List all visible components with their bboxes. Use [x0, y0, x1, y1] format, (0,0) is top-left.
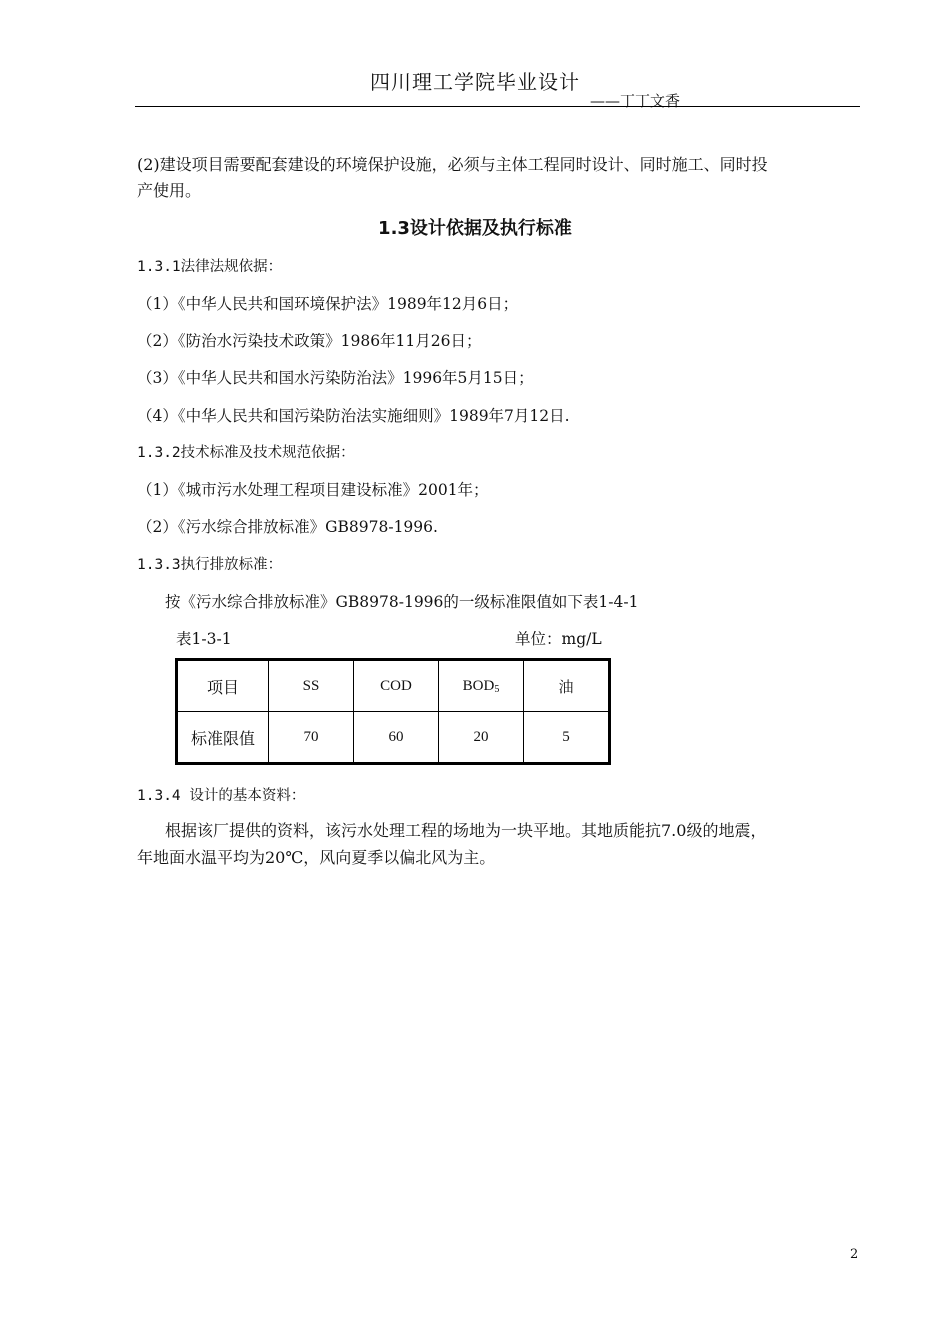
law-item-1: （1）《中华人民共和国环境保护法》1989年12月6日； [137, 295, 519, 313]
table-header-row [178, 661, 609, 712]
subsection-1-3-4-heading: 1.3.4 设计的基本资料： [137, 788, 306, 804]
standard-limits-table [177, 660, 609, 763]
table-cell: 70 [269, 712, 354, 763]
subsection-1-3-3-heading: 1.3.3执行排放标准： [137, 557, 283, 573]
page-number: 2 [850, 1247, 859, 1262]
intro-line-1: (2)建设项目需要配套建设的环境保护设施，必须与主体工程同时设计、同时施工、同时投 [137, 155, 768, 174]
law-item-2: （2）《防治水污染技术政策》1986年11月26日； [137, 332, 482, 350]
section-title: 1.3设计依据及执行标准 [378, 218, 572, 239]
table-caption: 表1-3-1 [176, 630, 232, 648]
table-header-cell: SS [269, 661, 354, 712]
table-header-cell: 项目 [178, 661, 269, 712]
header-divider [135, 106, 860, 107]
document-header-author: ——丁丁文香 [590, 92, 681, 110]
table-cell: 20 [439, 712, 524, 763]
intro-line-2: 产使用。 [137, 181, 202, 200]
bod-label: BOD [462, 677, 495, 694]
bod-subscript: 5 [494, 683, 500, 695]
standard-item-1: （1）《城市污水处理工程项目建设标准》2001年； [137, 481, 489, 499]
table-header-cell [439, 661, 524, 712]
table-cell: 60 [354, 712, 439, 763]
basic-data-line-2: 年地面水温平均为20℃，风向夏季以偏北风为主。 [137, 848, 496, 867]
table-row [178, 712, 609, 763]
document-header-title: 四川理工学院毕业设计 [370, 70, 580, 94]
table-cell: 5 [524, 712, 609, 763]
standard-item-2: （2）《污水综合排放标准》GB8978-1996. [137, 518, 438, 536]
law-item-4: （4）《中华人民共和国污染防治法实施细则》1989年7月12日. [137, 407, 570, 425]
table-header-cell: COD [354, 661, 439, 712]
discharge-standard-text: 按《污水综合排放标准》GB8978-1996的一级标准限值如下表1-4-1 [165, 593, 639, 611]
subsection-1-3-1-heading: 1.3.1法律法规依据： [137, 259, 283, 275]
law-item-3: （3）《中华人民共和国水污染防治法》1996年5月15日； [137, 369, 534, 387]
table-cell: 标准限值 [178, 712, 269, 763]
basic-data-line-1: 根据该厂提供的资料，该污水处理工程的场地为一块平地。其地质能抗7.0级的地震， [165, 821, 767, 840]
subsection-1-3-2-heading: 1.3.2技术标准及技术规范依据： [137, 445, 355, 461]
table-unit: 单位：mg/L [515, 630, 602, 648]
table-header-cell: 油 [524, 661, 609, 712]
